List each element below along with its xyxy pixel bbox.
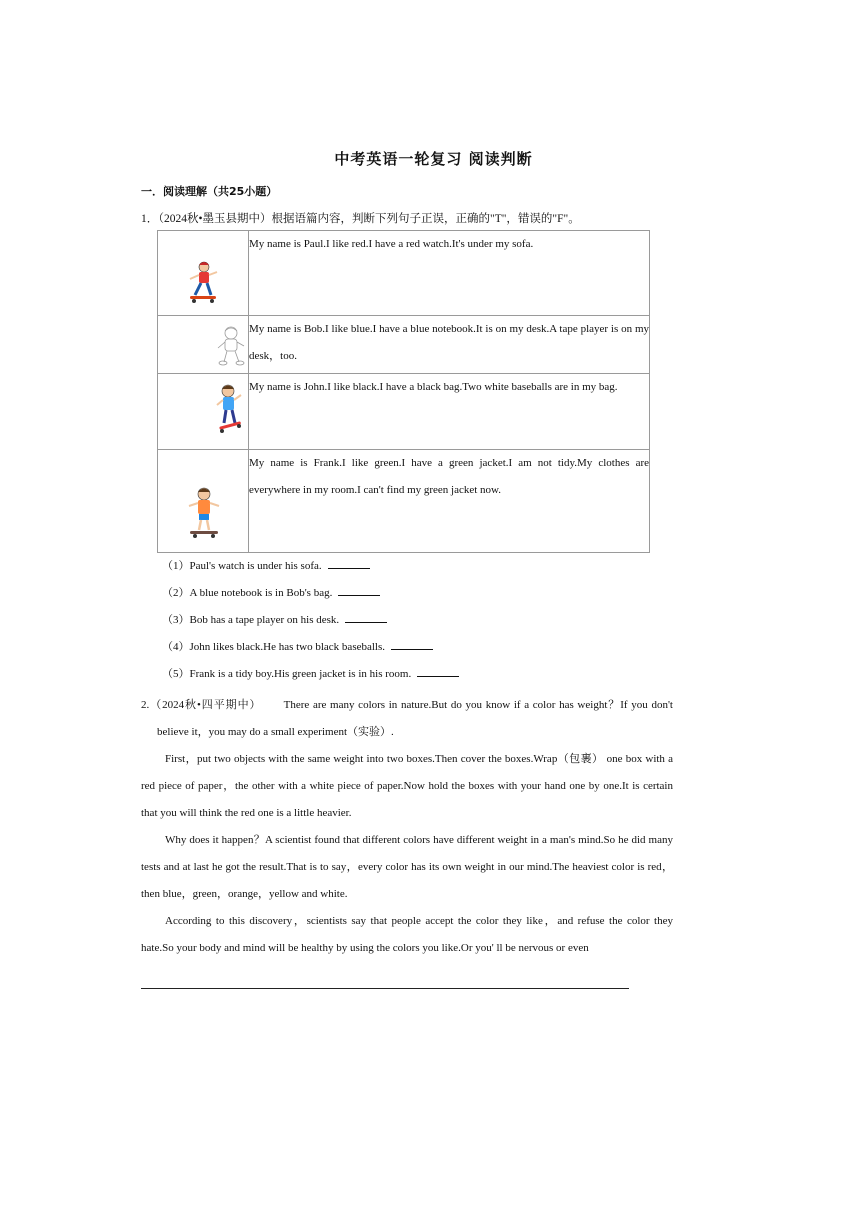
passage-image-cell [158, 450, 249, 553]
passage-row [158, 374, 650, 450]
statement-list [162, 558, 459, 693]
statement-text: （2）A blue notebook is in Bob's bag. [162, 587, 333, 599]
question-2 [141, 692, 673, 962]
passage-table [157, 230, 650, 553]
answer-blank[interactable] [328, 559, 370, 569]
answer-blank[interactable] [417, 667, 459, 677]
document-title: 中考英语一轮复习 阅读判断 [334, 150, 533, 168]
question-2-header: 2.（2024秋•四平期中） [141, 699, 262, 711]
section-heading: 一．阅读理解（共25小题） [141, 185, 278, 198]
statement-item [162, 612, 459, 639]
passage-image-cell [158, 231, 249, 316]
statement-item [162, 585, 459, 612]
question-2-intro [141, 692, 673, 746]
statement-text: （5）Frank is a tidy boy.His green jacket is in his room. [162, 668, 412, 680]
passage-text: My name is Paul.I like red.I have a red watch.It's under my sofa. [249, 231, 650, 316]
statement-text: （3）Bob has a tape player on his desk. [162, 614, 340, 626]
passage-text: My name is Frank.I like green.I have a green jacket.I am not tidy.My clothes are everywhere in my room.I can't find my green jacket now. [249, 450, 650, 553]
skateboard-boy-red-icon [182, 259, 222, 311]
statement-item [162, 639, 459, 666]
answer-blank[interactable] [391, 640, 433, 650]
question-2-intro-text: There are many colors in nature.But do you know if a color has weight？If you don't believe it，you may do a small experiment（实验）. [157, 699, 673, 738]
passage-text: My name is Bob.I like blue.I have a blue notebook.It is on my desk.A tape player is on my desk，too. [249, 316, 650, 374]
passage-row [158, 450, 650, 553]
page-footer-rule [141, 988, 629, 989]
paragraph: According to this discovery，scientists say that people accept the color they like，and refuse the color they hate.So your body and mind will be healthy by using the colors you like.Or you' ll be nervous or even [141, 915, 673, 954]
passage-row [158, 231, 650, 316]
statement-text: （4）John likes black.He has two black baseballs. [162, 641, 386, 653]
skateboard-boy-blue-icon [213, 383, 247, 439]
skateboard-boy-orange-icon [184, 486, 224, 544]
statement-text: （1）Paul's watch is under his sofa. [162, 560, 322, 572]
passage-text: My name is John.I like black.I have a black bag.Two white baseballs are in my bag. [249, 374, 650, 450]
statement-item [162, 666, 459, 693]
answer-blank[interactable] [338, 586, 380, 596]
question-1-instruction: 1．（2024秋•墨玉县期中）根据语篇内容，判断下列句子正误，正确的"T"，错误的"F"。 [141, 213, 580, 225]
statement-item [162, 558, 459, 585]
paragraph: First，put two objects with the same weight into two boxes.Then cover the boxes.Wrap（包裹） one box with a red piece of paper，the other with a white piece of paper.Now hold the boxes with your hand one by one.It is certain that you will think the red one is a little heavier. [141, 753, 673, 819]
passage-image-cell [158, 374, 249, 450]
passage-image-cell [158, 316, 249, 374]
paragraph: Why does it happen？A scientist found that different colors have different weight in a man's mind.So he did many tests and at last he got the result.That is to say，every color has its own weight in our mind.The heaviest color is red，then blue，green，orange，yellow and white. [141, 834, 673, 900]
answer-blank[interactable] [345, 613, 387, 623]
passage-row [158, 316, 650, 374]
outline-boy-icon [214, 324, 248, 366]
